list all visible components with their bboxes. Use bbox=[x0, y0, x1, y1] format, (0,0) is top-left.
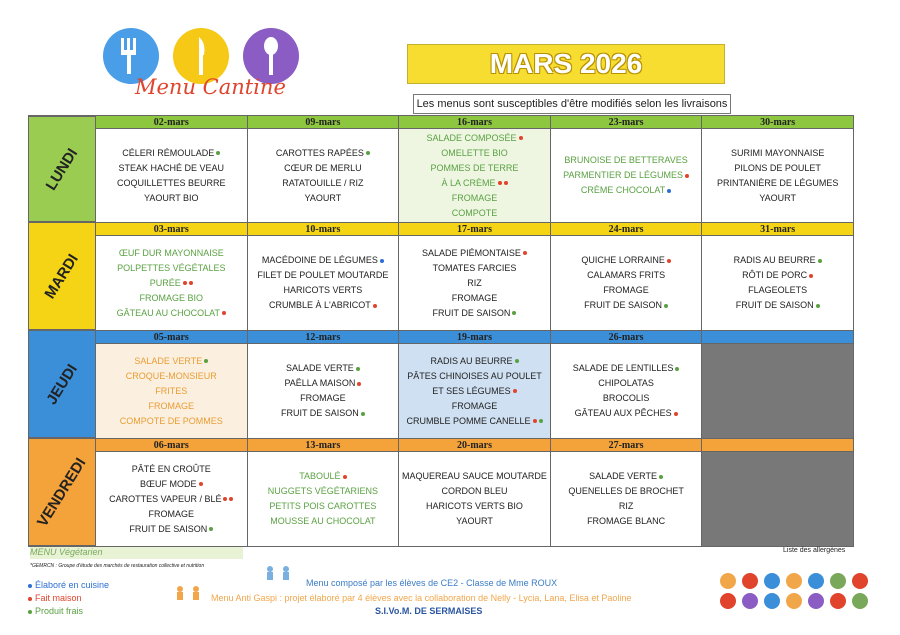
menu-cell bbox=[551, 116, 703, 222]
menu-item: ŒUF DUR MAYONNAISE bbox=[118, 247, 224, 258]
gemrcn-note: *GEMRCN : Groupe d'étude des marchés de restauration collective et nutrition bbox=[30, 563, 205, 569]
menu-item: FROMAGE bbox=[603, 285, 649, 295]
veg-legend: MENU Végétarien bbox=[30, 547, 243, 559]
menu-item: CROQUE-MONSIEUR bbox=[125, 370, 217, 381]
menu-grid bbox=[28, 115, 854, 547]
subtitle: Les menus sont susceptibles d'être modifiés selon les livraisons bbox=[413, 94, 731, 114]
day-label bbox=[28, 439, 96, 546]
menu-item: FILET DE POULET MOUTARDE bbox=[257, 270, 389, 280]
marker-dot bbox=[361, 412, 365, 416]
menu-item: POMMES DE TERRE bbox=[430, 162, 519, 173]
allergen-icon bbox=[764, 573, 780, 589]
menu-item: RADIS AU BEURRE bbox=[734, 254, 822, 267]
day-name: JEUDI bbox=[43, 360, 81, 408]
menu-item: FROMAGE bbox=[300, 393, 346, 403]
menu-item: FROMAGE bbox=[451, 192, 498, 203]
menu-item: SALADE VERTE bbox=[134, 355, 208, 368]
marker-dot bbox=[189, 281, 193, 285]
legend-green: Produit frais bbox=[28, 606, 83, 616]
date-header bbox=[702, 331, 853, 344]
menu-cell bbox=[702, 439, 854, 546]
menu-item: SALADE VERTE bbox=[589, 470, 663, 483]
marker-dot bbox=[498, 181, 502, 185]
menu-item: FLAGEOLETS bbox=[748, 285, 808, 295]
menu-item: CRUMBLE POMME CANELLE bbox=[406, 415, 542, 428]
menu-item: FRUIT DE SAISON bbox=[736, 299, 820, 312]
menu-item: QUICHE LORRAINE bbox=[581, 254, 671, 267]
menu-item: FRUIT DE SAISON bbox=[129, 523, 213, 536]
marker-dot bbox=[674, 412, 678, 416]
menu-item: ET SES LÉGUMES bbox=[432, 385, 516, 398]
allergen-label: Liste des allergènes bbox=[783, 547, 846, 554]
menu-item: CHIPOLATAS bbox=[598, 378, 654, 388]
date-header: 31-mars bbox=[702, 223, 853, 236]
menu-cell bbox=[551, 223, 703, 330]
marker-dot bbox=[222, 311, 226, 315]
menu-item: FROMAGE bbox=[148, 508, 195, 519]
date-header: 06-mars bbox=[96, 439, 247, 452]
menu-item: PETITS POIS CAROTTES bbox=[269, 501, 377, 511]
allergen-icon bbox=[720, 593, 736, 609]
menu-cell bbox=[551, 439, 703, 546]
menu-item: RIZ bbox=[467, 277, 482, 288]
menu-item: RÔTI DE PORC bbox=[742, 269, 813, 282]
menu-item: HARICOTS VERTS bbox=[283, 285, 363, 295]
marker-dot bbox=[512, 311, 516, 315]
marker-dot bbox=[183, 281, 187, 285]
footer-line1: Menu composé par les élèves de CE2 - Classe de Mme ROUX bbox=[306, 578, 558, 588]
date-header: 05-mars bbox=[96, 331, 247, 344]
date-header: 09-mars bbox=[248, 116, 399, 129]
menu-item: SALADE VERTE bbox=[286, 362, 360, 375]
marker-dot bbox=[809, 274, 813, 278]
menu-item: RIZ bbox=[618, 501, 634, 511]
day-label bbox=[28, 223, 96, 330]
marker-dot bbox=[523, 251, 527, 255]
menu-cell bbox=[96, 116, 248, 222]
footer-line3: S.I.Vo.M. DE SERMAISES bbox=[375, 606, 483, 616]
marker-dot bbox=[533, 419, 537, 423]
allergen-icon bbox=[808, 593, 824, 609]
menu-item: OMELETTE BIO bbox=[441, 147, 508, 158]
menu-item: GÂTEAU AUX PÊCHES bbox=[575, 407, 678, 420]
marker-dot bbox=[685, 174, 689, 178]
menu-cell bbox=[702, 331, 854, 438]
allergen-icon bbox=[764, 593, 780, 609]
menu-item: TABOULÉ bbox=[299, 470, 346, 483]
menu-item: PURÉE bbox=[150, 277, 193, 290]
menu-item: BŒUF MODE bbox=[140, 478, 203, 491]
allergen-icon bbox=[830, 573, 846, 589]
menu-item: À LA CRÈME bbox=[441, 177, 507, 190]
menu-cell bbox=[248, 116, 400, 222]
menu-item: PÂTES CHINOISES AU POULET bbox=[407, 370, 542, 381]
menu-item: FROMAGE bbox=[451, 400, 498, 411]
date-header bbox=[702, 439, 853, 452]
menu-item: NUGGETS VÉGÉTARIENS bbox=[267, 486, 379, 496]
menu-item: FROMAGE BLANC bbox=[587, 516, 666, 526]
allergen-icon bbox=[830, 593, 846, 609]
menu-item: COQUILLETTES BEURRE bbox=[117, 177, 226, 188]
menu-item: YAOURT bbox=[304, 192, 342, 203]
menu-item: FROMAGE bbox=[451, 292, 498, 303]
row-lundi bbox=[28, 115, 854, 223]
date-header: 10-mars bbox=[248, 223, 399, 236]
allergen-icon bbox=[786, 593, 802, 609]
menu-item: RATATOUILLE / RIZ bbox=[282, 177, 364, 188]
menu-item: PARMENTIER DE LÉGUMES bbox=[563, 169, 689, 182]
marker-dot bbox=[504, 181, 508, 185]
menu-item: STEAK HACHÉ DE VEAU bbox=[118, 162, 225, 173]
marker-dot bbox=[519, 136, 523, 140]
menu-cell bbox=[96, 223, 248, 330]
date-header: 13-mars bbox=[248, 439, 399, 452]
row-mardi bbox=[28, 223, 854, 331]
menu-item: PÂTÉ EN CROÛTE bbox=[131, 463, 211, 474]
date-header: 16-mars bbox=[399, 116, 550, 129]
menu-cell bbox=[399, 331, 551, 438]
footer-line2: Menu Anti Gaspi : projet élaboré par 4 élèves avec la collaboration de Nelly - Lycia, Lana, Elisa et Paoline bbox=[211, 593, 632, 603]
menu-item: CRÈME CHOCOLAT bbox=[581, 184, 671, 197]
menu-item: CALAMARS FRITS bbox=[587, 270, 666, 280]
marker-dot bbox=[667, 259, 671, 263]
day-label bbox=[28, 116, 96, 222]
allergen-icon bbox=[720, 573, 736, 589]
allergen-icon bbox=[786, 573, 802, 589]
menu-item: QUENELLES DE BROCHET bbox=[568, 486, 684, 496]
marker-dot bbox=[373, 304, 377, 308]
menu-item: SALADE DE LENTILLES bbox=[573, 362, 680, 375]
menu-item: PAËLLA MAISON bbox=[284, 377, 361, 390]
menu-item: BROCOLIS bbox=[602, 393, 650, 403]
day-name: MARDI bbox=[41, 250, 83, 302]
date-header: 19-mars bbox=[399, 331, 550, 344]
menu-cell bbox=[248, 331, 400, 438]
menu-item: YAOURT bbox=[759, 192, 797, 203]
menu-item: FROMAGE bbox=[148, 400, 195, 411]
menu-item: TOMATES FARCIES bbox=[432, 262, 517, 273]
menu-item: YAOURT BIO bbox=[144, 192, 199, 203]
menu-item: COMPOTE DE POMMES bbox=[119, 415, 223, 426]
menu-cell bbox=[399, 439, 551, 546]
row-jeudi bbox=[28, 331, 854, 439]
menu-item: SURIMI MAYONNAISE bbox=[730, 147, 825, 158]
menu-item: FRITES bbox=[155, 385, 188, 396]
date-header: 17-mars bbox=[399, 223, 550, 236]
marker-dot bbox=[357, 382, 361, 386]
menu-item: HARICOTS VERTS BIO bbox=[426, 501, 523, 511]
day-name: LUNDI bbox=[42, 145, 82, 193]
menu-item: FRUIT DE SAISON bbox=[433, 307, 517, 320]
marker-dot bbox=[675, 367, 679, 371]
marker-dot bbox=[818, 259, 822, 263]
marker-dot bbox=[356, 367, 360, 371]
page-title: MARS 2026 bbox=[407, 44, 725, 84]
marker-dot bbox=[209, 527, 213, 531]
menu-item: PRINTANIÈRE DE LÉGUMES bbox=[716, 177, 839, 188]
menu-item: SALADE PIÉMONTAISE bbox=[422, 247, 527, 260]
allergen-icon bbox=[852, 573, 868, 589]
marker-dot bbox=[366, 151, 370, 155]
day-name: VENDREDI bbox=[34, 454, 90, 530]
menu-cell bbox=[702, 223, 854, 330]
marker-dot bbox=[515, 359, 519, 363]
menu-item: POLPETTES VÉGÉTALES bbox=[117, 262, 226, 273]
marker-dot bbox=[380, 259, 384, 263]
menu-item: PILONS DE POULET bbox=[734, 162, 821, 173]
allergen-icon bbox=[852, 593, 868, 609]
menu-item: FRUIT DE SAISON bbox=[584, 299, 668, 312]
date-header: 20-mars bbox=[399, 439, 550, 452]
menu-item: CAROTTES VAPEUR / BLÉ bbox=[109, 493, 233, 506]
children-icon bbox=[262, 565, 296, 581]
menu-item: CÉLERI RÉMOULADE bbox=[122, 147, 220, 160]
legend-blue: Élaboré en cuisine bbox=[28, 580, 109, 590]
menu-item: MOUSSE AU CHOCOLAT bbox=[270, 516, 376, 526]
marker-dot bbox=[204, 359, 208, 363]
marker-dot bbox=[659, 475, 663, 479]
marker-dot bbox=[539, 419, 543, 423]
date-header: 02-mars bbox=[96, 116, 247, 129]
menu-cell bbox=[399, 116, 551, 222]
date-header: 23-mars bbox=[551, 116, 702, 129]
menu-item: MACÉDOINE DE LÉGUMES bbox=[262, 254, 384, 267]
menu-item: CRUMBLE À L'ABRICOT bbox=[269, 299, 377, 312]
marker-dot bbox=[343, 475, 347, 479]
allergen-icons bbox=[720, 573, 870, 609]
day-label bbox=[28, 331, 96, 438]
row-vendredi bbox=[28, 439, 854, 547]
marker-dot bbox=[223, 497, 227, 501]
menu-item: YAOURT bbox=[456, 516, 493, 526]
date-header: 30-mars bbox=[702, 116, 853, 129]
menu-item: COMPOTE bbox=[451, 207, 498, 218]
menu-cell bbox=[399, 223, 551, 330]
menu-cell bbox=[248, 439, 400, 546]
date-header: 12-mars bbox=[248, 331, 399, 344]
menu-item: MAQUEREAU SAUCE MOUTARDE bbox=[402, 471, 547, 481]
allergen-icon bbox=[808, 573, 824, 589]
menu-item: FROMAGE BIO bbox=[139, 292, 204, 303]
marker-dot bbox=[664, 304, 668, 308]
marker-dot bbox=[216, 151, 220, 155]
children-icon-orange bbox=[172, 585, 206, 601]
marker-dot bbox=[816, 304, 820, 308]
marker-dot bbox=[229, 497, 233, 501]
marker-dot bbox=[667, 189, 671, 193]
menu-cell bbox=[248, 223, 400, 330]
menu-item: CORDON BLEU bbox=[441, 486, 508, 496]
allergen-icon bbox=[742, 593, 758, 609]
legend-red: Fait maison bbox=[28, 593, 82, 603]
menu-item: SALADE COMPOSÉE bbox=[426, 132, 522, 145]
menu-item: CAROTTES RAPÉES bbox=[276, 147, 370, 160]
menu-item: RADIS AU BEURRE bbox=[430, 355, 518, 368]
logo-text: Menu Cantine bbox=[135, 75, 286, 99]
date-header: 27-mars bbox=[551, 439, 702, 452]
menu-item: GÂTEAU AU CHOCOLAT bbox=[117, 307, 226, 320]
date-header: 24-mars bbox=[551, 223, 702, 236]
date-header: 26-mars bbox=[551, 331, 702, 344]
marker-dot bbox=[513, 389, 517, 393]
menu-cell bbox=[551, 331, 703, 438]
menu-item: FRUIT DE SAISON bbox=[281, 407, 365, 420]
menu-cell bbox=[702, 116, 854, 222]
menu-item: BRUNOISE DE BETTERAVES bbox=[564, 155, 688, 165]
menu-cell bbox=[96, 331, 248, 438]
menu-cell bbox=[96, 439, 248, 546]
marker-dot bbox=[199, 482, 203, 486]
menu-item: CŒUR DE MERLU bbox=[284, 162, 362, 173]
date-header: 03-mars bbox=[96, 223, 247, 236]
allergen-icon bbox=[742, 573, 758, 589]
